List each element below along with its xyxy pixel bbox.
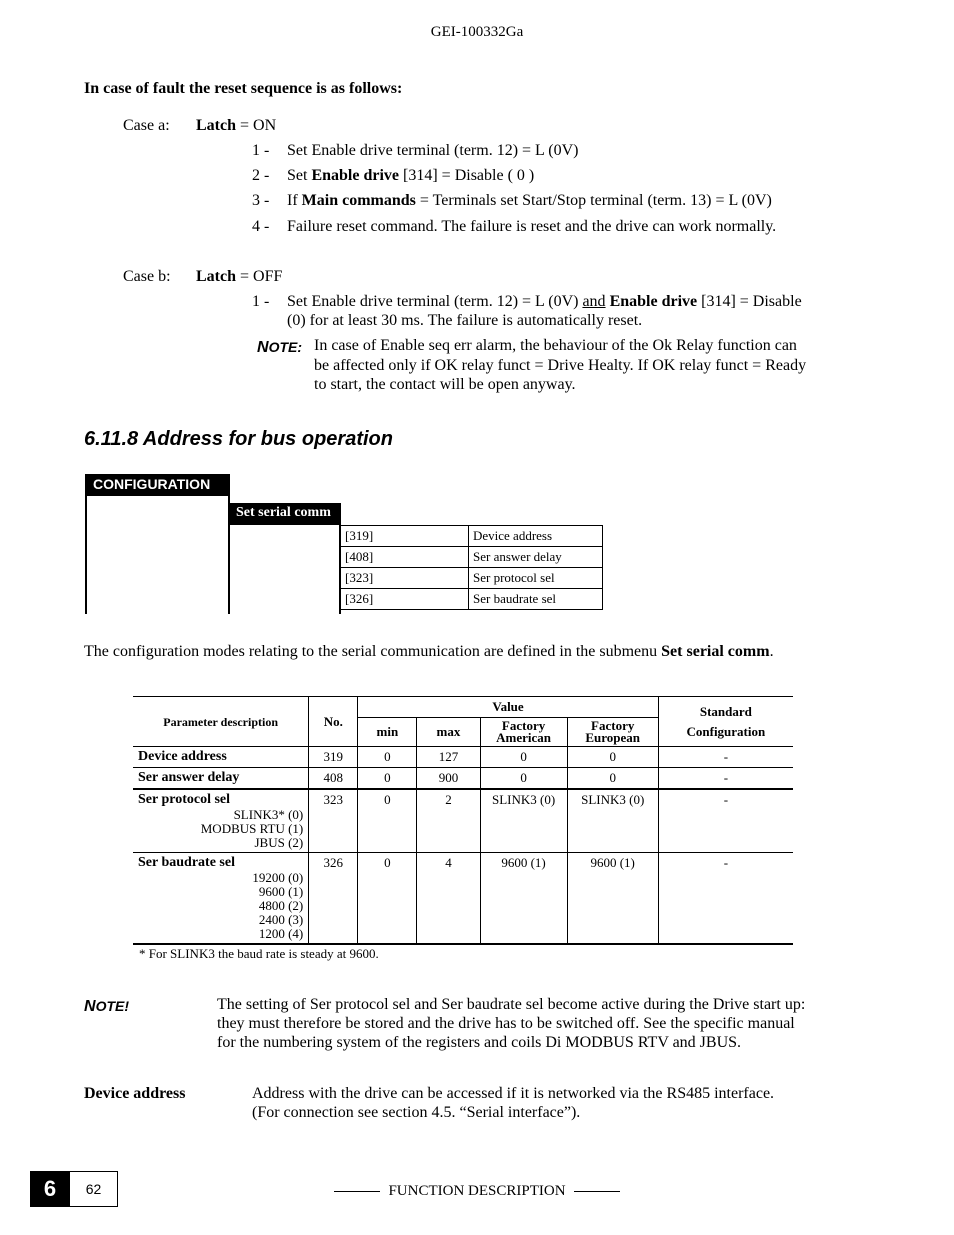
col-header-max: max	[417, 718, 480, 747]
param-max: 4	[417, 853, 480, 945]
param-name: Ser baudrate sel	[469, 589, 603, 610]
col-header-min: min	[358, 718, 417, 747]
param-max: 2	[417, 789, 480, 853]
param-code: [319]	[341, 526, 469, 547]
param-min: 0	[358, 789, 417, 853]
param-factory-european: SLINK3 (0)	[567, 789, 658, 853]
param-option: 2400 (3)	[258, 912, 304, 927]
note-text-line: In case of Enable seq err alarm, the behaviour of the Ok Relay function can	[314, 337, 797, 354]
param-number: 326	[309, 853, 358, 945]
param-name: Ser protocol sel	[138, 792, 231, 807]
device-address-term: Device address	[84, 1085, 186, 1102]
param-name: Ser answer delay	[469, 547, 603, 568]
footer-title: FUNCTION DESCRIPTION	[0, 1183, 954, 1200]
param-option: 9600 (1)	[258, 884, 304, 899]
config-menu-left-line	[85, 496, 87, 614]
case-a-step-number: 2 -	[252, 167, 270, 184]
param-option: 1200 (4)	[258, 926, 304, 941]
param-number: 319	[309, 747, 358, 768]
note2-text-line: they must therefore be stored and the drive has to be switched off. See the specific manual	[217, 1015, 795, 1032]
parameter-table	[133, 696, 793, 945]
section-title: 6.11.8 Address for bus operation	[84, 428, 393, 450]
table-row	[133, 853, 793, 945]
intro-paragraph: The configuration modes relating to the serial communication are defined in the submenu Set serial comm.	[84, 643, 774, 660]
table-row	[133, 747, 793, 768]
param-min: 0	[358, 853, 417, 945]
table-row	[133, 789, 793, 853]
param-factory-european: 0	[567, 747, 658, 768]
device-address-definition-line: (For connection see section 4.5. “Serial interface”).	[252, 1104, 581, 1121]
param-standard: -	[658, 853, 793, 945]
param-name: Device address	[133, 747, 309, 768]
param-min: 0	[358, 747, 417, 768]
param-name: Ser baudrate sel	[138, 855, 235, 870]
table-row	[133, 768, 793, 790]
param-standard: -	[658, 768, 793, 790]
case-a-step-text: If Main commands = Terminals set Start/Stop terminal (term. 13) = L (0V)	[287, 192, 772, 209]
config-menu-root: CONFIGURATION	[85, 474, 230, 496]
note2-text-line: for the numbering system of the registers and coils Di MODBUS RTV and JBUS.	[217, 1034, 742, 1051]
case-b-label: Case b:	[123, 268, 171, 285]
case-b-condition: Latch = OFF	[196, 268, 283, 285]
param-code: [326]	[341, 589, 469, 610]
param-factory-american: 9600 (1)	[480, 853, 567, 945]
device-address-definition-line: Address with the drive can be accessed if it is networked via the RS485 interface.	[252, 1085, 775, 1102]
note-text-line: be affected only if OK relay funct = Drive Healty. If OK relay funct = Ready	[314, 357, 807, 374]
config-menu-row	[341, 526, 603, 547]
footer-rule-left	[334, 1191, 380, 1192]
param-option: JBUS (2)	[254, 835, 304, 850]
case-b-step-continuation: (0) for at least 30 ms. The failure is automatically reset.	[287, 312, 643, 329]
col-header-factory-american: Factory American	[480, 718, 567, 747]
reset-heading: In case of fault the reset sequence is as follows:	[84, 80, 403, 97]
param-standard: -	[658, 747, 793, 768]
param-number: 323	[309, 789, 358, 853]
case-a-step-text: Failure reset command. The failure is reset and the drive can work normally.	[287, 218, 777, 235]
footer-rule-right	[574, 1191, 620, 1192]
param-name: Ser answer delay	[133, 768, 309, 790]
note-text-line: to start, the contact will be open anyway.	[314, 376, 576, 393]
col-header-description: Parameter description	[133, 697, 309, 747]
note2-text-line: The setting of Ser protocol sel and Ser baudrate sel become active during the Drive start up:	[217, 996, 806, 1013]
param-option: SLINK3* (0)	[233, 807, 304, 822]
param-option: 4800 (2)	[258, 898, 304, 913]
case-a-step-number: 1 -	[252, 142, 270, 159]
param-option: MODBUS RTU (1)	[200, 821, 304, 836]
config-menu-row	[341, 589, 603, 610]
case-a-step-text: Set Enable drive [314] = Disable ( 0 )	[287, 167, 535, 184]
col-header-factory-european: Factory European	[567, 718, 658, 747]
param-code: [323]	[341, 568, 469, 589]
config-submenu-header: Set serial comm	[230, 503, 341, 525]
param-number: 408	[309, 768, 358, 790]
table-footnote: * For SLINK3 the baud rate is steady at 9600.	[139, 946, 379, 961]
case-a-step-number: 3 -	[252, 192, 270, 209]
param-option: 19200 (0)	[252, 870, 304, 885]
param-factory-american: SLINK3 (0)	[480, 789, 567, 853]
config-menu-divider-line	[228, 474, 230, 614]
col-header-standard: Standard Configuration	[658, 697, 793, 747]
case-a-condition: Latch = ON	[196, 117, 277, 134]
chapter-number-badge: 6	[30, 1171, 70, 1207]
case-b-step-number: 1 -	[252, 293, 270, 310]
param-factory-european: 0	[567, 768, 658, 790]
case-b-step-text: Set Enable drive terminal (term. 12) = L (0V) and Enable drive [314] = Disable	[287, 293, 802, 310]
param-code: [408]	[341, 547, 469, 568]
case-a-label: Case a:	[123, 117, 170, 134]
case-a-step-text: Set Enable drive terminal (term. 12) = L (0V)	[287, 142, 579, 159]
param-max: 127	[417, 747, 480, 768]
case-a-step-number: 4 -	[252, 218, 270, 235]
note-label: NOTE:	[257, 339, 303, 356]
param-factory-american: 0	[480, 747, 567, 768]
param-name: Ser protocol sel	[469, 568, 603, 589]
param-factory-european: 9600 (1)	[567, 853, 658, 945]
document-id: GEI-100332Ga	[430, 24, 524, 40]
param-description-cell	[133, 789, 309, 853]
note2-label: NOTE!	[84, 998, 130, 1015]
config-menu-table	[340, 525, 603, 610]
param-factory-american: 0	[480, 768, 567, 790]
config-menu-row	[341, 568, 603, 589]
col-header-value: Value	[358, 697, 658, 718]
param-name: Device address	[469, 526, 603, 547]
param-max: 900	[417, 768, 480, 790]
col-header-no: No.	[309, 697, 358, 747]
param-min: 0	[358, 768, 417, 790]
param-standard: -	[658, 789, 793, 853]
page-number: 62	[70, 1171, 118, 1207]
config-menu-row	[341, 547, 603, 568]
param-description-cell	[133, 853, 309, 945]
